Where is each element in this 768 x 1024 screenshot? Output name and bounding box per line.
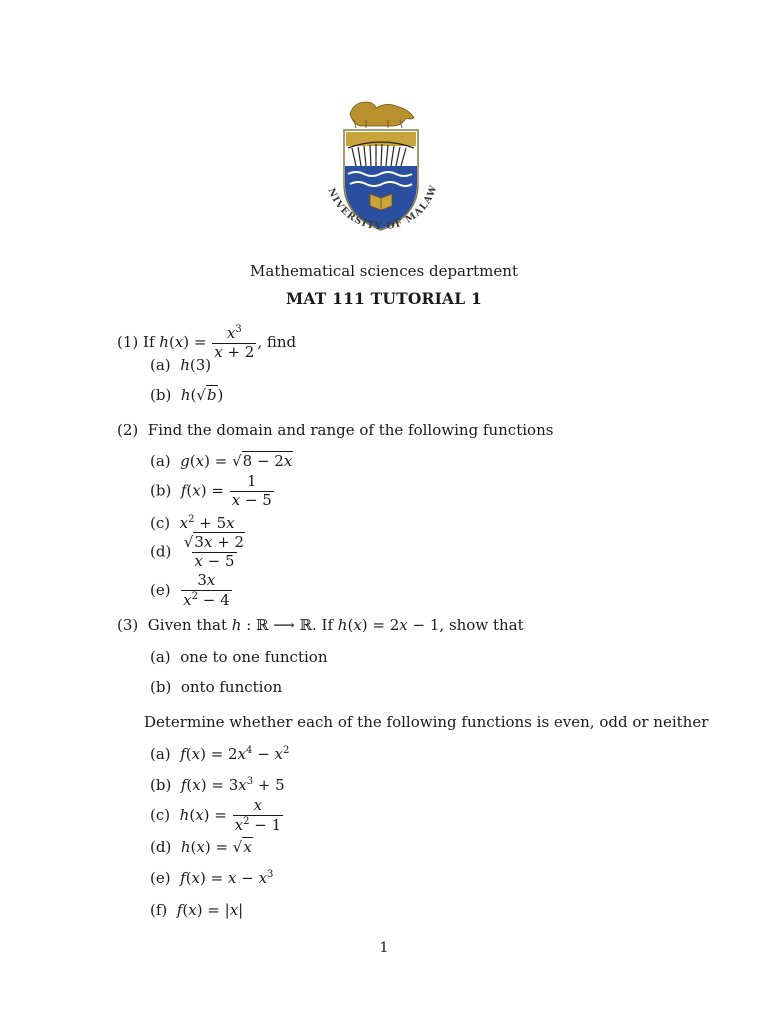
q4-part-d: (d) h(x) = √x bbox=[150, 838, 252, 856]
question-2: (2) Find the domain and range of the following functions bbox=[117, 421, 554, 439]
q2-part-d: (d) $\frac{√3x + 2}{x - 5}$ bbox=[150, 533, 245, 570]
page-number: 1 bbox=[379, 940, 389, 956]
q4-part-f: (f) f(x) = |x| bbox=[150, 901, 244, 919]
q2-part-c: (c) $x^2 + 5x$ bbox=[150, 514, 235, 532]
question-4-stem: Determine whether each of the following functions is even, odd or neither bbox=[144, 713, 709, 731]
q4-part-e: (e) $f(x) = x - x^3$ bbox=[150, 869, 274, 887]
q4-part-b: (b) $f(x) = 3x^3 + 5$ bbox=[150, 776, 285, 794]
q2-part-b: (b) f(x) = $\frac{1}{x - 5}$ bbox=[150, 472, 272, 509]
q1-part-b: (b) h(√b) bbox=[150, 386, 224, 404]
q4-part-c: (c) h(x) = $\frac{x}{x^2 - 1}$ bbox=[150, 796, 282, 834]
q4-part-a: (a) $f(x) = 2x^4 - x^2$ bbox=[150, 745, 290, 763]
q3-part-b: (b) onto function bbox=[150, 678, 283, 696]
university-logo bbox=[314, 92, 448, 248]
department-name: Mathematical sciences department bbox=[250, 262, 518, 280]
question-1: (1) If h(x) = $\frac{x^3}{x + 2}$ , find bbox=[117, 324, 297, 361]
question-3: (3) Given that h : ℝ ⟶ ℝ. If h(x) = 2x − 1, show that bbox=[117, 616, 524, 634]
question-number: (1) bbox=[117, 332, 139, 351]
q3-part-a: (a) one to one function bbox=[150, 648, 328, 666]
logo-text: NIVERSITY OF MALAW bbox=[325, 183, 440, 233]
q2-part-a: (a) g(x) = √8 − 2x bbox=[150, 452, 293, 470]
q2-part-e: (e) $\frac{3x}{x^2 - 4}$ bbox=[150, 571, 230, 609]
q1-part-a: (a) h(3) bbox=[150, 356, 212, 374]
page-title: MAT 111 TUTORIAL 1 bbox=[286, 289, 482, 308]
